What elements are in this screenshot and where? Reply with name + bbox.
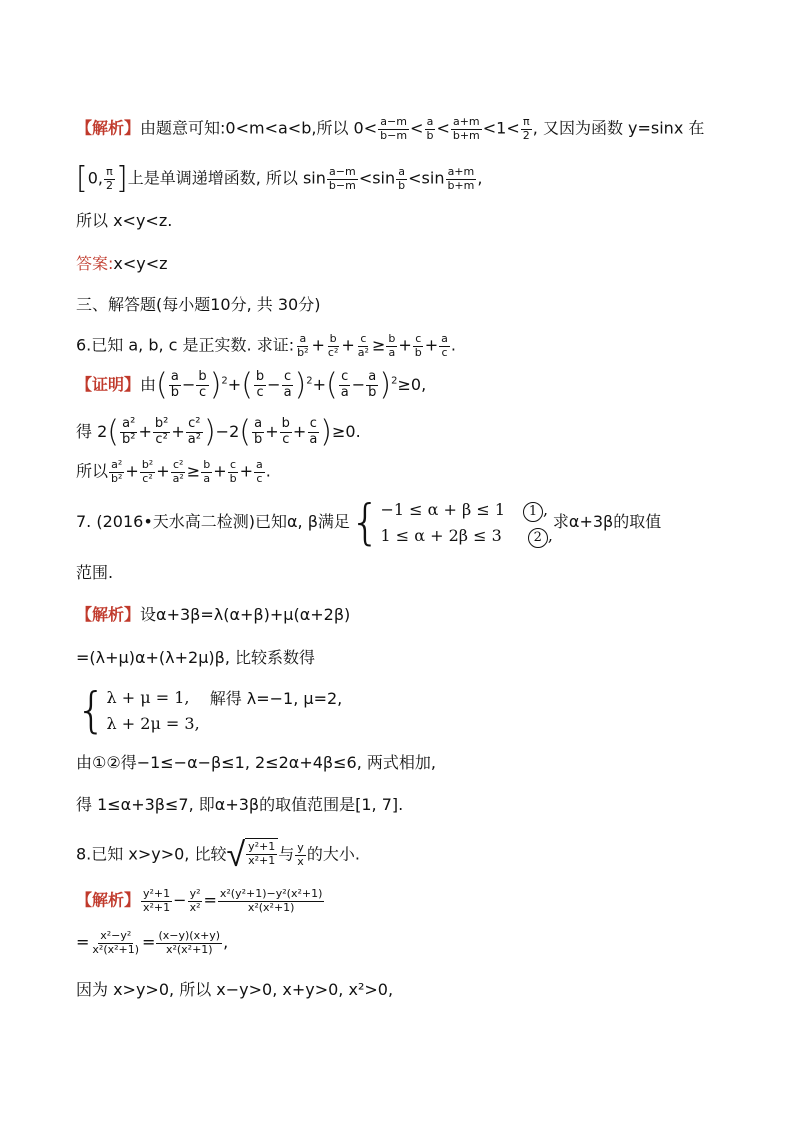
plus: + (227, 374, 242, 394)
circle-1: 1 (523, 502, 543, 522)
jiexi-tag: 【解析】 (76, 118, 141, 138)
fraction: $\frac{\pi}{2}$ (522, 115, 530, 142)
sin-lt: <sin (408, 168, 445, 188)
fraction: $\frac{a+m}{b+m}$ (447, 164, 475, 192)
right-bracket: ] (115, 161, 128, 196)
left-brace: { (76, 682, 107, 739)
geq: ≥ (186, 461, 201, 481)
plus: + (341, 335, 355, 355)
jiexi-tag: 【解析】 (76, 890, 141, 910)
q7-system (76, 682, 343, 739)
equals: = (203, 890, 217, 910)
q6-stem-text: 6.已知 a, b, c 是正实数. 求证: (76, 335, 295, 355)
proof-text: 由 (140, 374, 157, 394)
q5-text-a: 由题意可知:0<m<a<b,所以 0< (140, 118, 378, 138)
plus: + (156, 461, 170, 481)
q7-stem-text: 7. (2016•天水高二检测)已知α, β满足 (76, 512, 350, 532)
q5-answer (76, 256, 168, 272)
fraction: $\frac{a-m}{b-m}$ (380, 115, 408, 142)
q7-solution-line2: =(λ+μ)α+(λ+2μ)β, 比较系数得 (76, 648, 316, 667)
fraction: $\frac{a}{b}$ (426, 115, 434, 142)
section-heading: 三、解答题(每小题10分, 共 30分) (76, 295, 321, 314)
q6-stem (76, 333, 456, 359)
comma: , (223, 932, 229, 952)
q7-solution-line1 (76, 607, 350, 623)
circle-2: 2 (528, 528, 548, 548)
interval-start: 0, (87, 168, 103, 188)
q6-proof-line2: 得 2( $\frac{\text{a²}}{\text{b²}}$ + $\frac{\text{b²}}{\text{c²}}$ + $\frac{\text{c²}}{\text{a²}}$ )−2( $\frac{a}{b}$ + $\frac{b}{c}$ + $\frac{c}{a}$ )≥0. (76, 414, 361, 450)
q5-text-b: , 又因为函数 y=sinx 在 (532, 118, 705, 138)
sin-lt: <sin (358, 168, 396, 188)
q8-solution-line3: 因为 x>y>0, 所以 x−y>0, x+y>0, x²>0, (76, 980, 394, 999)
fraction: $\frac{a-m}{b-m}$ (328, 164, 356, 192)
lt-sign: < (410, 118, 424, 138)
q5-solution-line1 (76, 116, 704, 142)
fraction: $\frac{a+m}{b+m}$ (452, 115, 480, 142)
minus: − (173, 890, 187, 910)
q6-proof-line1: 【证明】由( $\frac{a}{b}$ − $\frac{b}{c}$ )$^2$+( $\frac{b}{c}$ − $\frac{c}{a}$ )$^2$+( $\frac{c}{a}$ − $\frac{a}{b}$ )$^2$≥0, (76, 367, 427, 403)
q8-stem-text-b: 与 (278, 844, 295, 864)
q6-proof-line3: 所以 $\frac{\text{a²}}{\text{b²}}$ + $\frac{\text{b²}}{\text{c²}}$ + $\frac{\text{c²}}{\text{a²}}$ ≥ $\frac{b}{a}$ + $\frac{c}{b}$ + $\frac{a}{c}$ . (76, 458, 271, 485)
square-root: √ $\frac{\text{y²+1}}{\text{x²+1}}$ (226, 838, 278, 872)
plus: + (213, 461, 227, 481)
system-eq-2: λ + 2μ = 3, (106, 713, 200, 733)
plus: + (125, 461, 139, 481)
minus-two: −2 (215, 421, 240, 441)
lt-sign: <1< (482, 118, 520, 138)
q7-stem-text-b: 求α+3β的取值 (552, 512, 662, 532)
comma: , (477, 168, 483, 188)
minus: − (351, 374, 366, 394)
jiexi-tag: 【解析】 (76, 605, 141, 624)
period: . (450, 335, 456, 355)
q8-stem-text-c: 的大小. (306, 844, 360, 864)
fraction: $\frac{b}{\text{c²}}$ (327, 332, 339, 359)
fraction: $\frac{\pi}{2}$ (105, 164, 113, 192)
q7-solution-line3: 由①②得−1≤−α−β≤1, 2≤2α+4β≤6, 两式相加, (76, 753, 436, 772)
fraction: $\frac{a}{b}$ (398, 164, 406, 192)
answer-value: x<y<z (113, 254, 168, 273)
minus: − (182, 374, 196, 394)
solution-text: 设α+3β=λ(α+β)+μ(α+2β) (140, 605, 351, 624)
q5-text-c: 上是单调递增函数, 所以 sin (127, 168, 326, 188)
answer-tag: 答案: (76, 254, 114, 273)
q5-solution-line2 (76, 161, 483, 196)
lt-sign: < (436, 118, 450, 138)
minus: − (267, 374, 281, 394)
plus: + (239, 461, 253, 481)
constraint-2: 1 ≤ α + 2β ≤ 3 (380, 525, 502, 545)
system-solution: 解得 λ=−1, μ=2, (209, 688, 343, 708)
q7-stem (76, 494, 662, 551)
fraction: $\frac{c}{b}$ (414, 332, 422, 359)
q7-solution-line4: 得 1≤α+3β≤7, 即α+3β的取值范围是[1, 7]. (76, 795, 404, 814)
q5-conclusion: 所以 x<y<z. (76, 211, 173, 230)
period: . (265, 461, 271, 481)
q7-stem-cont: 范围. (76, 563, 114, 582)
fraction: $\frac{c}{\text{a²}}$ (357, 332, 369, 359)
plus: + (138, 421, 152, 441)
equals: = (76, 932, 90, 952)
fraction: $\frac{a}{c}$ (441, 332, 448, 359)
q8-solution-line2: = $\frac{\text{x²−y²}}{\text{x²(x²+1)}}$ = $\frac{(x-y)(x+y)}{\text{x²(x²+1)}}$ , (76, 929, 229, 956)
proof-text: 所以 (76, 461, 109, 481)
left-brace: { (349, 494, 381, 551)
geq-zero: ≥0. (332, 421, 361, 441)
q8-solution-line1: 【解析】 $\frac{\text{y²+1}}{\text{x²+1}}$ − $\frac{\text{y²}}{\text{x²}}$ = $\frac{\text{x²(y²+1)−y²(x²+1)}}{\text{x²(x²+1)}}$ (76, 887, 323, 914)
left-bracket: [ (76, 161, 88, 196)
fraction: $\frac{b}{a}$ (388, 332, 396, 359)
q8-stem: 8.已知 x>y>0, 比较 √ $\frac{\text{y²+1}}{\text{x²+1}}$ 与 $\frac{y}{x}$ 的大小. (76, 835, 360, 875)
q8-stem-text: 8.已知 x>y>0, 比较 (76, 844, 227, 864)
system-eq-1: λ + μ = 1, (106, 688, 190, 707)
plus: + (171, 421, 185, 441)
plus: + (312, 374, 327, 394)
geq-zero: ≥0, (397, 374, 427, 394)
plus: + (398, 335, 412, 355)
proof-text: 得 2 (76, 421, 108, 441)
plus: + (424, 335, 439, 355)
plus: + (292, 421, 307, 441)
plus: + (311, 335, 325, 355)
equals: = (142, 932, 156, 952)
proof-tag: 【证明】 (76, 374, 141, 394)
constraint-1: −1 ≤ α + β ≤ 1 (380, 500, 506, 519)
constraint-system: −1 ≤ α + β ≤ 1 1 , 1 ≤ α + 2β ≤ 3 2 , (380, 497, 552, 548)
geq: ≥ (371, 335, 386, 355)
linear-system (107, 685, 200, 736)
fraction: $\frac{a}{\text{b²}}$ (297, 332, 309, 359)
plus: + (265, 421, 279, 441)
